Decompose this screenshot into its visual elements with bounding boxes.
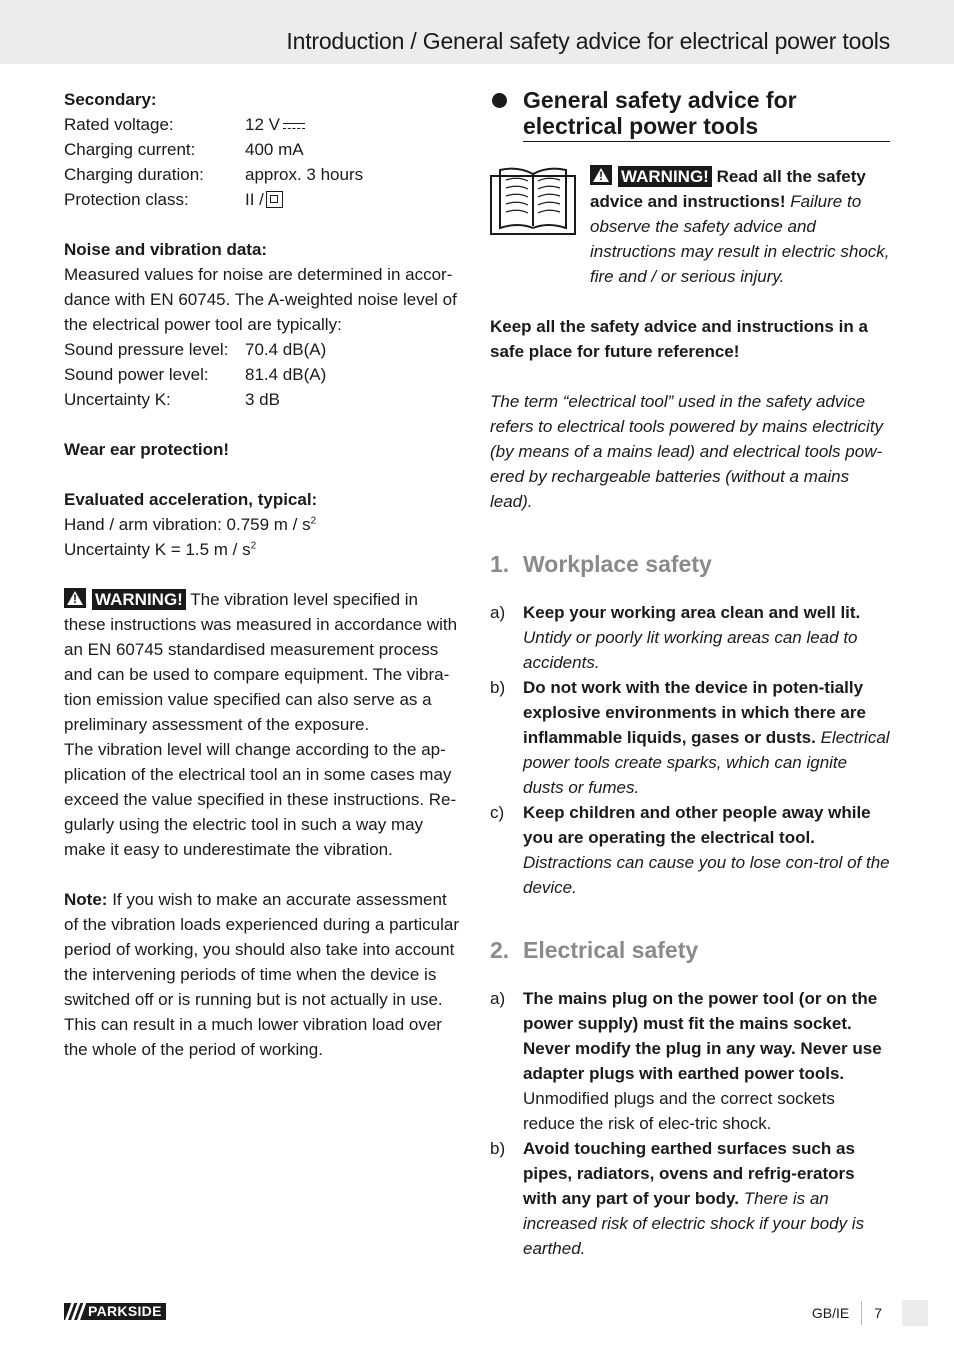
footer-divider: [861, 1301, 862, 1325]
spec-row: Charging current: 400 mA: [64, 140, 304, 159]
vibration-warning: !WARNING! The vibration level specified in these instructions was measured in accordance with an EN 60745 standardised measurement process and can be used to compare equipment. The vibra-tion emission value specified can also serve as a preliminary assessment of the exposure.: [64, 587, 464, 737]
safety-advice-heading: General safety advice for electrical power tools: [490, 87, 890, 142]
page-footer: [812, 1300, 928, 1326]
noise-row: Sound power level: 81.4 dB(A): [64, 365, 327, 384]
dc-symbol-icon: [283, 122, 305, 130]
acceleration-heading: Evaluated acceleration, typical:: [64, 490, 318, 509]
spec-row: Rated voltage: 12 V: [64, 112, 464, 137]
warning-triangle-icon: [590, 165, 612, 185]
vibration-text: The vibration level will change according to the ap-plication of the electrical tool an in some cases may exceed the value specified in these instructions. Re-gularly using the electric tool in such a way may make it easy to underestimate the vibration.: [64, 740, 457, 859]
section-heading-workplace: 1. Workplace safety: [490, 551, 712, 577]
spec-row: Protection class: II /: [64, 187, 464, 212]
note-paragraph: Note: If you wish to make an accurate assessment of the vibration loads experienced during a particular period of working, you should also take into account the intervening periods of time when the device is switched off or is running but is not actually in use. This can result in a much lower vibration load over the whole of the period of working.: [64, 890, 460, 1059]
warning-label: WARNING!: [92, 589, 186, 610]
brand-stripes-icon: [64, 1303, 86, 1320]
spec-row: Charging duration: approx. 3 hours: [64, 165, 364, 184]
warning-block: !WARNING! Read all the safety advice and instructions! Failure to observe the safety advice and instructions may result in electric shock, fire and / or serious injury.: [490, 164, 890, 289]
keep-instructions-text: Keep all the safety advice and instructions in a safe place for future reference!: [490, 317, 868, 361]
page-header: [0, 0, 954, 64]
page-number: 7: [874, 1305, 882, 1321]
list-item: b) Avoid touching earthed surfaces such as pipes, radiators, ovens and refrig-erators with any part of your body. There is an increased risk of electric shock if your body is earthed.: [490, 1139, 865, 1258]
footer-tab: [902, 1300, 928, 1326]
region-label: GB/IE: [811, 1305, 850, 1321]
read-manual-book-icon: [490, 166, 576, 236]
list-item: a) The mains plug on the power tool (or on the power supply) must fit the mains socket. Never modify the plug in any way. Never use adapter plugs with earthed power tools. Unmodified plugs and the correct sockets reduce the risk of elec-tric shock.: [490, 989, 882, 1133]
noise-row: Uncertainty K: 3 dB: [64, 390, 280, 409]
noise-heading: Noise and vibration data:: [64, 240, 268, 259]
acceleration-value: Hand / arm vibration: 0.759 m / $s^2$: [64, 515, 317, 534]
page-title: Introduction / General safety advice for electrical power tools: [286, 28, 890, 54]
list-item: b) Do not work with the device in poten-tially explosive environments in which there are inflammable liquids, gases or dusts. Electrical power tools create sparks, which can ignite dusts or fumes.: [490, 678, 890, 797]
secondary-heading: Secondary:: [64, 90, 157, 109]
warning-triangle-icon: [64, 588, 86, 608]
ear-protection-note: Wear ear protection!: [64, 440, 230, 459]
left-column: [64, 87, 464, 1062]
acceleration-uncertainty: Uncertainty K = 1.5 m / $s^2$: [64, 540, 257, 559]
brand-logo: [64, 1303, 166, 1320]
noise-row: Sound pressure level: 70.4 dB(A): [64, 340, 327, 359]
right-column: [490, 87, 890, 1261]
noise-text: Measured values for noise are determined in accor-dance with EN 60745. The A-weighted noise level of the electrical power tool are typically:: [64, 265, 457, 334]
protection-class-ii-icon: [266, 191, 283, 208]
section-heading-electrical: 2. Electrical safety: [490, 937, 699, 963]
term-definition-text: The term “electrical tool” used in the safety advice refers to electrical tools powered by mains electricity (by means of a mains lead) and electrical tools pow-ered by rechargeable batteries (without a mains lead).: [490, 392, 884, 511]
list-item: c) Keep children and other people away while you are operating the electrical tool. Distractions can cause you to lose con-trol of the device.: [490, 803, 890, 897]
list-item: a) Keep your working area clean and well lit. Untidy or poorly lit working areas can lead to accidents.: [490, 603, 861, 672]
brand-name: PARKSIDE: [86, 1303, 166, 1320]
warning-label: WARNING!: [618, 166, 712, 187]
